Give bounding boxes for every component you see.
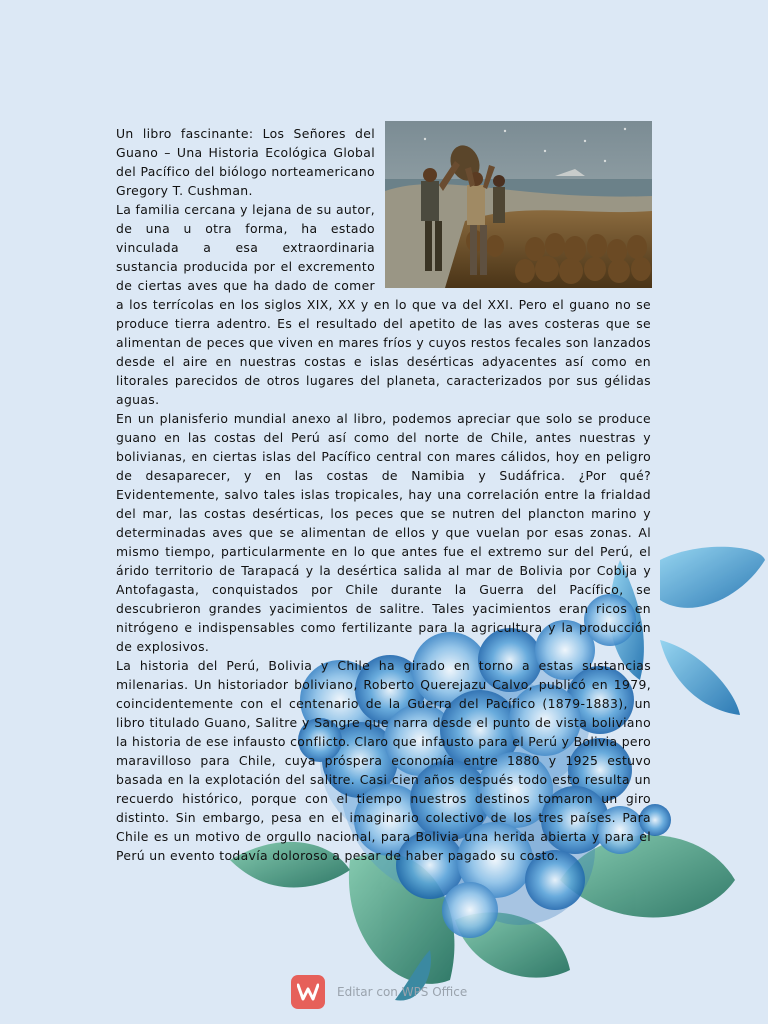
article-paragraph-family: La familia cercana y lejana de su autor, de una u otra forma, ha estado vinculada a esa extraordinaria sustancia producida por el excremento de ciertas aves que ha dado de comer a los terrícolas en los siglos XIX, XX y en lo que va del XXI. Pero el guano no se produce tierra adentro. Es el resultado del apetito de las aves costeras que se alimentan de peces que viven en mares fríos y cuyos restos fecales son lanzados desde el aire en nuestras costas e islas desérticas adyacentes así como en litorales parecidos de otros lugares del planeta, caracterizados por sus gélidas aguas. — [116, 202, 651, 407]
wps-logo-icon — [291, 975, 325, 1009]
wps-watermark-label: Editar con WPS Office — [337, 985, 468, 999]
guano-workers-photo — [385, 121, 652, 288]
article-paragraph-planisphere: En un planisferio mundial anexo al libro, podemos apreciar que solo se produce guano en las costas del Perú así como del norte de Chile, antes nuestras y bolivianas, en ciertas islas del Pacífico central con mares cálidos, hoy en peligro de desaparecer, y en las costas de Namibia y Sudáfrica. ¿Por qué? Evidentemente, salvo tales islas tropicales, hay una correlación entre la frialdad del mar, las costas desérticas, los peces que se nutren del plancton marino y determinadas aves que se alimentan de ellos y que vuelan por esas zonas. Al mismo tiempo, particularmente en lo que antes fue el extremo sur del Perú, el árido territorio de Tarapacá y la desértica salida al mar de Bolivia por Cobija y Antofagasta, conquistados por Chile durante la Guerra del Pacífico, se descubrieron grandes yacimientos de salitre. Tales yacimientos eran ricos en nitrógeno e indispensables como fertilizante para la agricultura y la producción de explosivos. — [116, 411, 651, 654]
article-paragraph-intro: Un libro fascinante: Los Señores del Guano – Una Historia Ecológica Global del Pacífico del biólogo norteamericano Gregory T. Cushman. — [116, 126, 375, 198]
wps-watermark[interactable] — [291, 975, 467, 1009]
wps-w-icon — [297, 983, 319, 1001]
article-paragraph-history: La historia del Perú, Bolivia y Chile ha girado en torno a estas sustancias milenarias. Un historiador boliviano, Roberto Querejazu Calvo, publicó en 1979, coincidentemente con el centenario de la Guerra del Pacífico (1879-1883), un libro titulado Guano, Salitre y Sangre que narra desde el punto de vista boliviano la historia de ese infausto conflicto. Claro que infausto para el Perú y Bolivia pero maravilloso para Chile, cuya próspera economía entre 1880 y 1925 estuvo basada en la explotación del salitre. Casi cien años después todo esto resulta un recuerdo histórico, porque con el tiempo nuestros destinos tomaron un giro distinto. Sin embargo, pesa en el imaginario colectivo de los tres países. Para Chile es un motivo de orgullo nacional, para Bolivia una herida abierta y para el Perú un evento todavía doloroso a pesar de haber pagado su costo. — [116, 658, 651, 863]
